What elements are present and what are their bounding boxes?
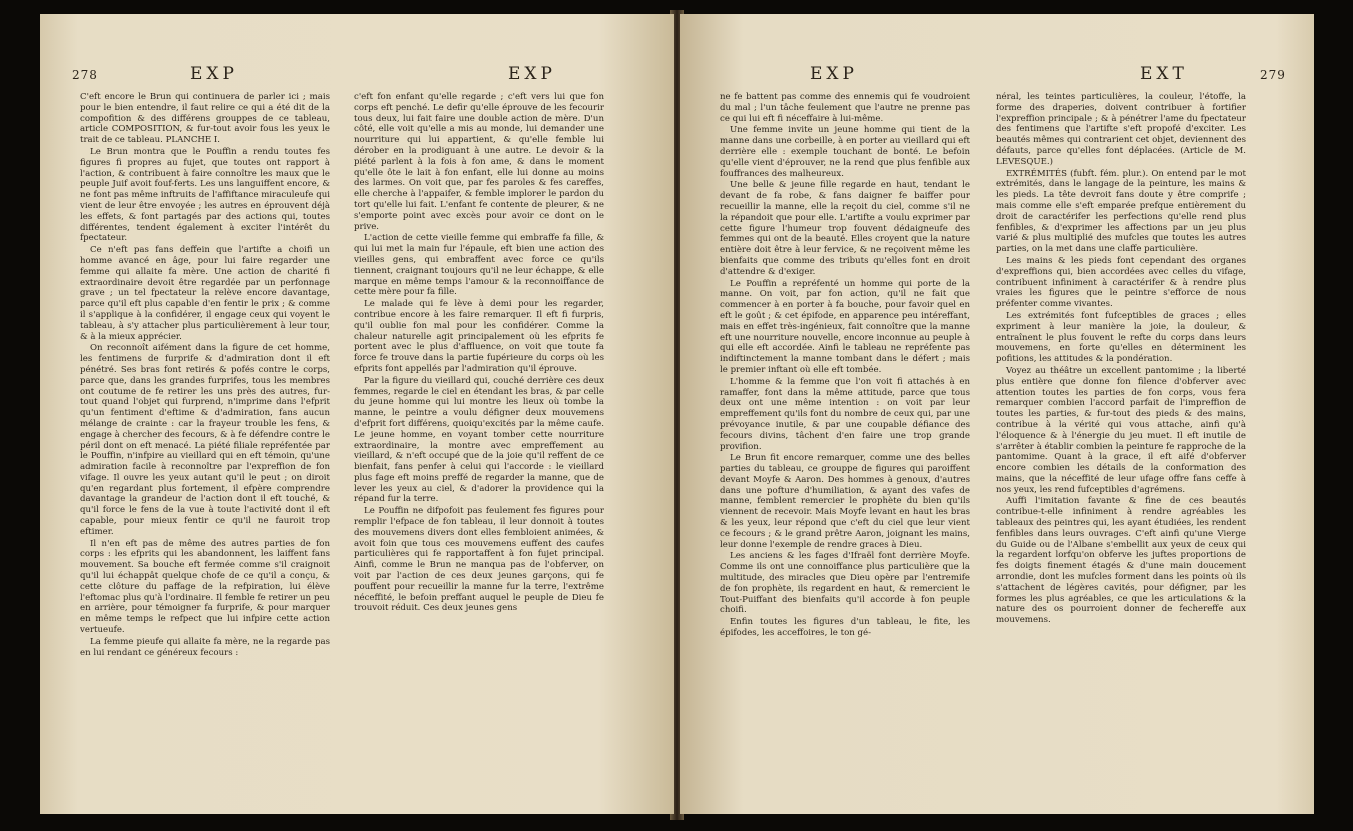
- right-column-2: [996, 92, 1246, 812]
- paragraph: Enfin toutes les figures d'un tableau, le fite, les épifodes, les acceffoires, le ton gé-: [720, 617, 970, 639]
- paragraph: L'action de cette vieille femme qui embraffe fa fille, & qui lui met la main fur l'épaule, eft bien une action des vieilles gens, qui embraffent avec force ce qu'ils tiennent, craignant toujours qu'il ne leur échappe, & elle marque en même temps l'amour & la reconnoiffance de cette mère pour fa fille.: [354, 233, 604, 298]
- paragraph: Les anciens & les fages d'Ifraël font derrière Moyfe. Comme ils ont une connoiffance plus particulière que la multitude, des miracles que Dieu opère par l'entremife de fon prophète, ils regardent en haut, & remercient le Tout-Puiffant des bienfaits qu'il accorde à fon peuple choifi.: [720, 551, 970, 616]
- paragraph: néral, les teintes particulières, la couleur, l'étoffe, la forme des draperies, doivent contribuer à fortifier l'expreffion principale ; & à pénétrer l'ame du fpectateur des fentimens que l'artifte s'eft propofé d'exciter. Les beautés mêmes qui contrarient cet objet, deviennent des défauts, parce qu'elles font déplacées. (Article de M. LEVESQUE.): [996, 92, 1246, 167]
- right-column-1: [720, 92, 970, 812]
- left-header-right: EXP: [508, 64, 556, 84]
- paragraph: Voyez au théâtre un excellent pantomime ; la liberté plus entière que donne fon filence d'obferver avec attention toutes les parties de fon corps, vous fera remarquer combien l'accord parfait de l'impreffion de toutes les parties, & fur-tout des pieds & des mains, contribue à la vérité qui vous attache, ainfi qu'à l'éloquence & à l'énergie du jeu muet. Il eft inutile de s'arrêter à établir combien la peinture fe rapproche de la pantomime. Quant à la grace, il eft aifé d'obferver encore combien les détails de la conformation des mains, que la néceffité de leur ufage offre fans ceffe à nos yeux, les rend fufceptibles d'agrémens.: [996, 365, 1246, 495]
- paragraph: ne fe battent pas comme des ennemis qui fe voudroient du mal ; l'un tâche feulement que l'autre ne prenne pas ce qui lui eft fi néceffaire à lui-même.: [720, 92, 970, 124]
- paragraph: Le Brun montra que le Pouffin a rendu toutes fes figures fi propres au fujet, que toutes ont rapport à l'action, & contribuent à faire connoître les maux que le peuple Juif avoit fouf-ferts. Les uns languiffent encore, & ne font pas même inftruits de l'affiftance miraculeufe qui vient de leur être envoyée ; les autres en éprouvent déjà les effets, & font partagés par des actions qui, toutes différentes, tendent également à exciter l'intérêt du fpectateur.: [80, 146, 330, 244]
- paragraph: Une femme invite un jeune homme qui tient de la manne dans une corbeille, à en porter au vieillard qui eft derrière elle : exemple touchant de bonté. Le befoin qu'elle vient d'éprouver, ne la rend que plus fenfible aux fouffrances des malheureux.: [720, 125, 970, 179]
- left-column-1: [80, 92, 330, 812]
- paragraph: Le Pouffin a repréfenté un homme qui porte de la manne. On voit, par fon action, qu'il ne fait que commencer à en porter à fa bouche, pour favoir quel en eft le goût ; & cet épifode, en apparence peu intéreffant, mais en effet très-ingénieux, fait connoître que la manne eft une nourriture nouvelle, encore inconnue au peuple à qui elle eft accordée. Ainfi le tableau ne repréfente pas indiftinctement la manne tombant dans le défert ; mais le premier inftant où elle eft tombée.: [720, 278, 970, 375]
- right-header-left: EXP: [810, 64, 858, 84]
- paragraph: C'eft encore le Brun qui continuera de parler ici ; mais pour le bien entendre, il faut relire ce qui a été dit de la compofition & des différens grouppes de ce tableau, article COMPOSITION, & fur-tout avoir fous les yeux le trait de ce tableau. PLANCHE I.: [80, 92, 330, 146]
- paragraph: Le Brun fit encore remarquer, comme une des belles parties du tableau, ce grouppe de figures qui paroiffent devant Moyfe & Aaron. Des hommes à genoux, d'autres dans une pofture d'humiliation, & ayant des vafes de manne, femblent remercier le prophète du bien qu'ils viennent de recevoir. Mais Moyfe levant en haut les bras & les yeux, leur répond que c'eft du ciel que leur vient ce fecours ; & le grand prêtre Aaron, joignant les mains, leur donne l'exemple de rendre graces à Dieu.: [720, 453, 970, 550]
- paragraph: Il n'en eft pas de même des autres parties de fon corps : les efprits qui les abandonnent, les laiffent fans mouvement. Sa bouche eft fermée comme s'il craignoit qu'il lui échappât quelque chofe de ce qu'il a conçu, & cette clôture du paffage de la refpiration, lui élève l'eftomac plus qu'à l'ordinaire. Il femble fe retirer un peu en arrière, pour témoigner fa furprife, & pour marquer en même temps le refpect que lui infpire cette action vertueufe.: [80, 538, 330, 636]
- left-page: [40, 14, 674, 814]
- paragraph: Les extrémités font fufceptibles de graces ; elles expriment à leur manière la joie, la douleur, & entraînent le plus fouvent le refte du corps dans leurs mouvemens, en forte qu'elles en déterminent les pofitions, les attitudes & la pondération.: [996, 310, 1246, 365]
- paragraph: Les mains & les pieds font cependant des organes d'expreffions qui, bien accordées avec celles du vifage, contribuent infiniment à caractérifer & à rendre plus vraies les figures que le peintre s'efforce de nous préfenter comme vivantes.: [996, 255, 1246, 310]
- paragraph: EXTRÉMITÉS (fubft. fém. plur.). On entend par le mot extrémités, dans le langage de la peinture, les mains & les pieds. La tête devroit fans doute y être comprife ; mais comme elle s'eft emparée prefque entièrement du droit de caractérifer les perfections qu'elle rend plus fenfibles, & d'exprimer les affections par un jeu plus varié & plus multiplié des mufcles que toutes les autres parties, on la met dans une claffe particulière.: [996, 168, 1246, 255]
- left-header-left: EXP: [190, 64, 238, 84]
- right-page: [680, 14, 1314, 814]
- paragraph: Une belle & jeune fille regarde en haut, tendant le devant de fa robe, & fans daigner fe baiffer pour recueillir la manne, elle la reçoit du ciel, comme s'il ne la répandoit que pour elle. L'artifte a voulu exprimer par cette figure l'humeur trop fouvent dédaigneufe des femmes qui ont de la beauté. Elles croyent que la nature entière doit être à leur fervice, & ne reçoivent même les bienfaits que comme des tributs qu'elles font en droit d'attendre & d'exiger.: [720, 180, 970, 277]
- left-column-2: [354, 92, 604, 812]
- paragraph: La femme pieufe qui allaite fa mère, ne la regarde pas en lui rendant ce généreux fecours :: [80, 636, 330, 658]
- paragraph: Le Pouffin ne difpofoit pas feulement fes figures pour remplir l'efpace de fon tableau, il leur donnoit à toutes des mouvemens divers dont elles fembloient animées, & avoit foin que tous ces mouvemens euffent des caufes particulières qui fe rapportaffent à fon fujet principal. Ainfi, comme le Brun ne manqua pas de l'obferver, on voit par l'action de ces deux jeunes garçons, qui fe pouffent pour recueillir la manne fur la terre, l'extrême néceffité, le befoin preffant auquel le peuple de Dieu fe trouvoit réduit. Ces deux jeunes gens: [354, 506, 604, 614]
- paragraph: Auffi l'imitation favante & fine de ces beautés contribue-t-elle infiniment à rendre agréables les tableaux des peintres qui, les ayant étudiées, les rendent fenfibles dans leurs ouvrages. C'eft ainfi qu'une Vierge du Guide ou de l'Albane s'embellit aux yeux de ceux qui la regardent lorfqu'on obferve les juftes proportions de fes doigts finement étagés & d'une main doucement arrondie, dont les mufcles forment dans les points où ils s'attachent de légères cavités, pour défigner, par les formes les plus agréables, ce que les articulations & la nature des os pourroient donner de fechereffe aux mouvemens.: [996, 496, 1246, 626]
- paragraph: On reconnoît aifément dans la figure de cet homme, les fentimens de furprife & d'admiration dont il eft pénétré. Ses bras font retirés & pofés contre le corps, parce que, dans les grandes furprifes, tous les membres ont coutume de fe retirer les uns près des autres, fur-tout quand l'objet qui furprend, n'imprime dans l'efprit qu'un fentiment d'eftime & d'admiration, fans aucun mélange de crainte : car la frayeur trouble les fens, & engage à chercher des fecours, & à fe défendre contre le péril dont on eft menacé. La piété filiale repréfentée par le Pouffin, n'infpire au vieillard qui en eft témoin, qu'une admiration facile à reconnoître par l'expreffion de fon vifage. Il ouvre les yeux autant qu'il le peut ; on diroit qu'en regardant plus fortement, il efpère comprendre davantage la grandeur de l'action dont il eft touché, & qu'il force le fens de la vue à toute l'activité dont il eft capable, pour mieux fentir ce qu'il ne fauroit trop eftimer.: [80, 343, 330, 537]
- right-page-number: 279: [1260, 68, 1286, 82]
- left-page-number: 278: [72, 68, 98, 82]
- right-header-right: EXT: [1140, 64, 1188, 84]
- paragraph: Par la figure du vieillard qui, couché derrière ces deux femmes, regarde le ciel en étendant les bras, & par celle du jeune homme qui lui montre les lieux où tombe la manne, le peintre a voulu défigner deux mouvemens d'efprit fort différens, quoiqu'excités par la même caufe. Le jeune homme, en voyant tomber cette nourriture extraordinaire, la montre avec empreffement au vieillard, & n'eft occupé que de la joie qu'il reffent de ce bienfait, fans penfer à celui qui l'accorde : le vieillard plus fage eft moins preffé de regarder la manne, que de lever les yeux au ciel, & d'adorer la providence qui la répand fur la terre.: [354, 375, 604, 505]
- paragraph: Le malade qui fe lève à demi pour les regarder, contribue encore à les faire remarquer. Il eft fi furpris, qu'il oublie fon mal pour les confidérer. Comme la chaleur naturelle agit principalement où les efprits fe portent avec le plus d'affluence, on voit que toute fa force fe trouve dans la partie fupérieure du corps où les efprits font appellés par l'admiration qu'il éprouve.: [354, 299, 604, 374]
- paragraph: Ce n'eft pas fans deffein que l'artifte a choifi un homme avancé en âge, pour lui faire regarder une femme qui allaite fa mère. Une action de charité fi extraordinaire devoit être regardée par un perfonnage grave ; un tel fpectateur la relève encore davantage, parce qu'il eft plus capable d'en fentir le prix ; & comme il s'applique à la confidérer, il engage ceux qui voyent le tableau, à s'y attacher plus particulièrement à leur tour, & à la mieux apprécier.: [80, 245, 330, 342]
- paragraph: L'homme & la femme que l'on voit fi attachés à en ramaffer, font dans la même attitude, parce que tous deux ont une même intention : on voit par leur empreffement qu'ils font du nombre de ceux qui, par une prévoyance inutile, & par une coupable défiance des fecours divins, tâchent d'en faire une trop grande provifion.: [720, 376, 970, 452]
- paragraph: c'eft fon enfant qu'elle regarde ; c'eft vers lui que fon corps eft penché. Le defir qu'elle éprouve de les fecourir tous deux, lui fait faire une double action de mère. D'un côté, elle voit qu'elle a mis au monde, lui demander une nourriture qui lui appartient, & qu'elle femble lui dérober en la prodiguant à une autre. Le devoir & la piété parlent à la fois à fon ame, & dans le moment qu'elle ôte le lait à fon enfant, elle lui donne au moins des larmes. On voit que, par fes paroles & fes careffes, elle cherche à l'appaifer, & femble implorer le pardon du tort qu'elle lui fait. L'enfant fe contente de pleurer, & ne s'emporte point avec excès pour avoir ce dont on le prive.: [354, 92, 604, 232]
